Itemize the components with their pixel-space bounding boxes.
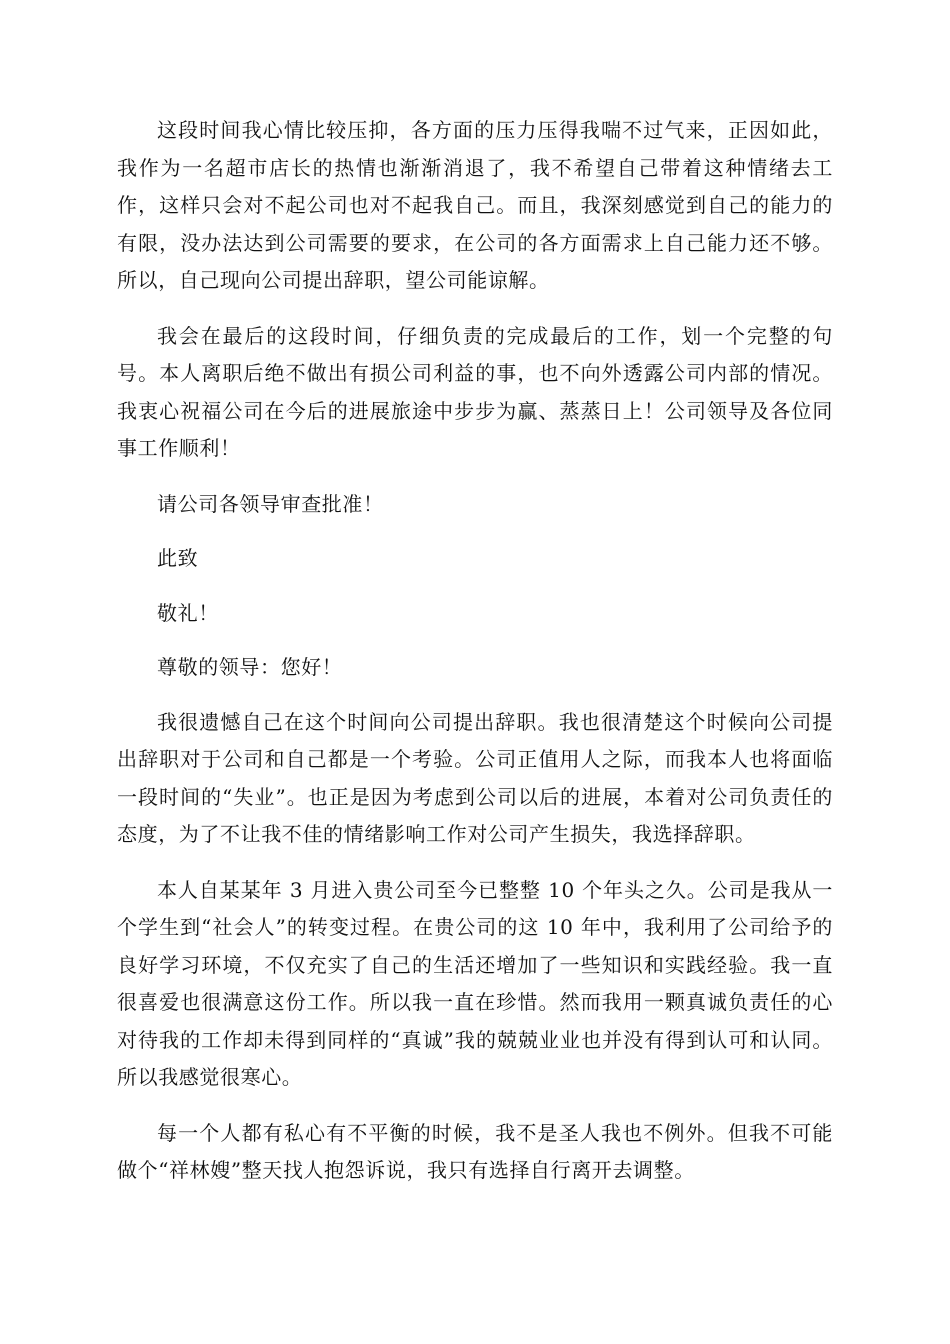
paragraph-closing-salutation: 此致 [157, 546, 199, 570]
paragraph-greeting: 尊敬的领导：您好！ [157, 655, 343, 679]
paragraph-ten-years: 本人自某某年 3 月进入贵公司至今已整整 10 个年头之久。公司是我从一个学生到“社会人”的转变过程。在贵公司的这 10 年中，我利用了公司给予的良好学习环境，不仅充实了自己的生活还增加了一些知识和实践经验。我一直很喜爱也很满意这份工作。所以我一直在珍惜。然而我用一颗真诚负责任的心对待我的工作却未得到同样的“真诚”我的兢兢业业也并没有得到认可和认同。所以我感觉很寒心。 [117, 877, 833, 1089]
paragraph-regret: 我很遗憾自己在这个时间向公司提出辞职。我也很清楚这个时候向公司提出辞职对于公司和自己都是一个考验。公司正值用人之际，而我本人也将面临一段时间的“失业”。也正是因为考虑到公司以后的进展，本着对公司负责任的态度，为了不让我不佳的情绪影响工作对公司产生损失，我选择辞职。 [117, 709, 833, 846]
paragraph-approval-request: 请公司各领导审查批准！ [157, 491, 384, 516]
paragraph-regards: 敬礼！ [157, 600, 219, 625]
document-page [117, 112, 833, 1208]
paragraph-self-adjust: 每一个人都有私心有不平衡的时候，我不是圣人我也不例外。但我不可能做个“祥林嫂”整天找人抱怨诉说，我只有选择自行离开去调整。 [117, 1120, 833, 1182]
paragraph-reason: 这段时间我心情比较压抑，各方面的压力压得我喘不过气来，正因如此，我作为一名超市店长的热情也渐渐消退了，我不希望自己带着这种情绪去工作，这样只会对不起公司也对不起我自己。而且，我深刻感觉到自己的能力的有限，没办法达到公司需要的要求，在公司的各方面需求上自己能力还不够。所以，自己现向公司提出辞职，望公司能谅解。 [117, 118, 833, 292]
paragraph-final-work: 我会在最后的这段时间，仔细负责的完成最后的工作，划一个完整的句号。本人离职后绝不做出有损公司利益的事，也不向外透露公司内部的情况。我衷心祝福公司在今后的进展旅途中步步为赢、蒸蒸日上！公司领导及各位同事工作顺利！ [117, 323, 833, 460]
